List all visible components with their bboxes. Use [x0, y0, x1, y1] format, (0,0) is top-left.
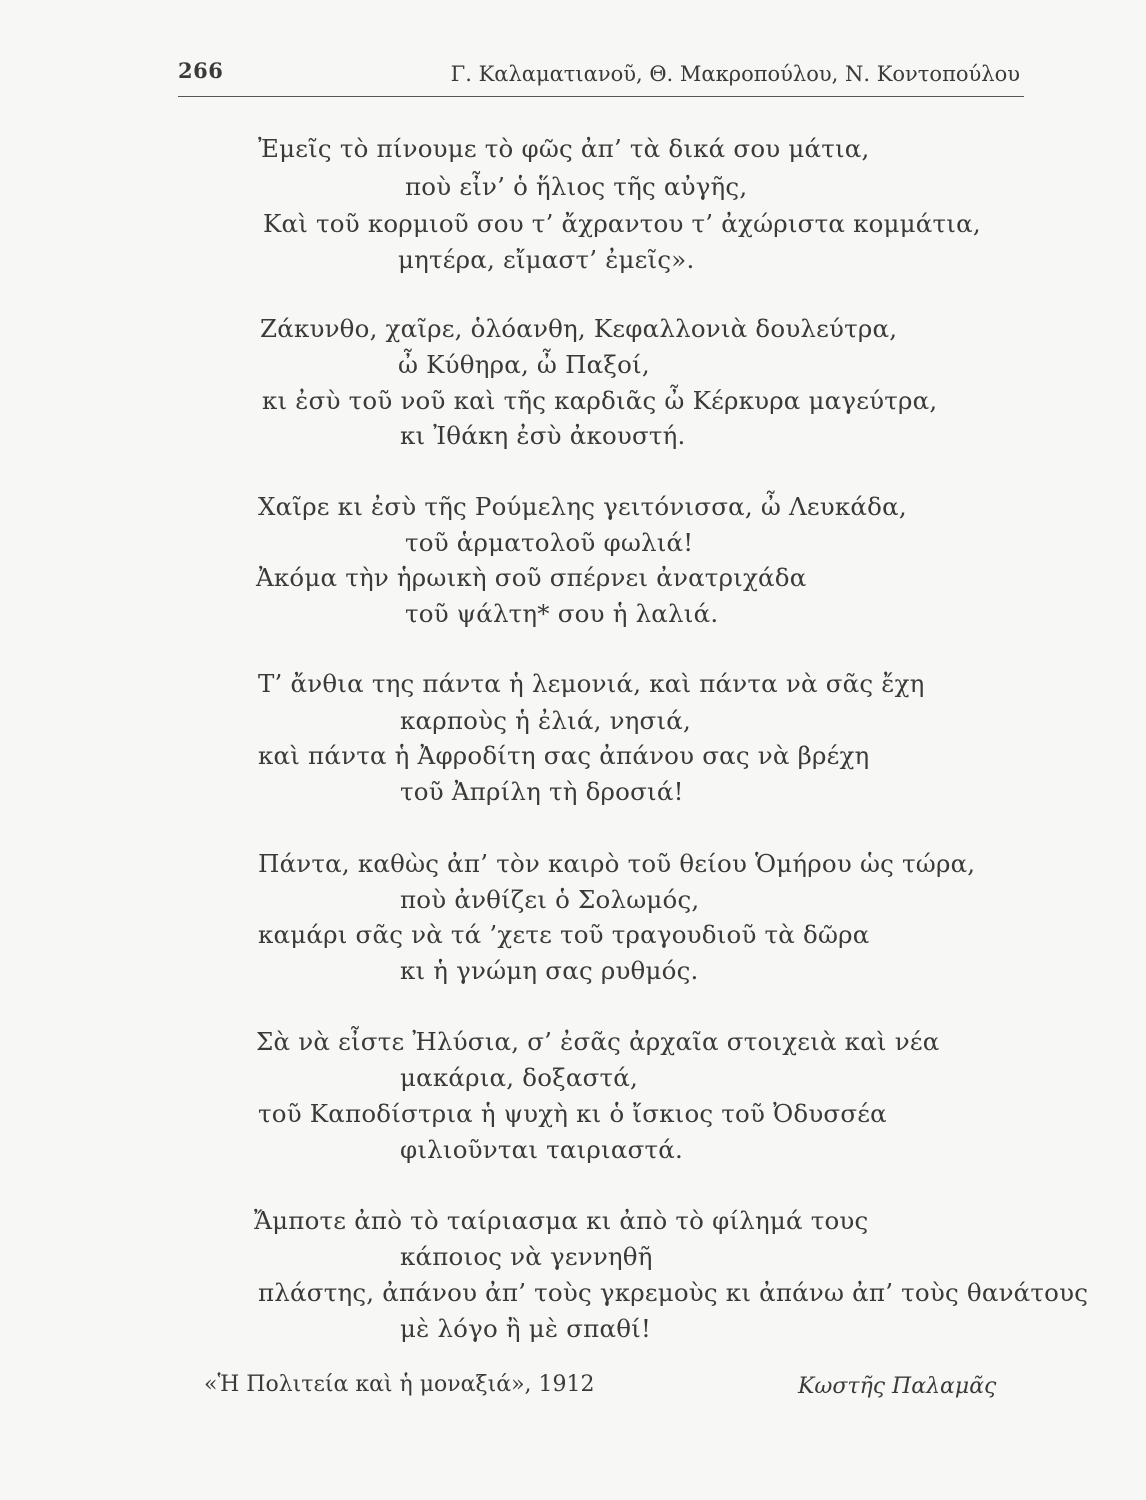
poem-line: Χαῖρε κι ἐσὺ τῆς Ρούμελης γειτόνισσα, ὦ Λευκάδα, — [258, 492, 907, 521]
poem-line: ὦ Κύθηρα, ὦ Παξοί, — [398, 350, 650, 379]
poem-author: Κωστῆς Παλαμᾶς — [798, 1374, 997, 1399]
poem-line: μακάρια, δοξαστά, — [400, 1063, 639, 1092]
poem-line: κι ἡ γνώμη σας ρυθμός. — [400, 956, 699, 985]
poem-line: κάποιος νὰ γεννηθῆ — [400, 1242, 653, 1271]
poem-line: τοῦ Ἀπρίλη τὴ δροσιά! — [400, 777, 684, 806]
poem-line: Σὰ νὰ εἶστε Ἠλύσια, σ’ ἐσᾶς ἀρχαῖα στοιχειὰ καὶ νέα — [256, 1027, 940, 1056]
poem-line: μητέρα, εἴμαστ’ ἐμεῖς». — [398, 245, 695, 274]
poem-source: «Ἡ Πολιτεία καὶ ἡ μοναξιά», 1912 — [204, 1372, 595, 1397]
poem-line: Τ’ ἄνθια της πάντα ἡ λεμονιά, καὶ πάντα νὰ σᾶς ἔχη — [258, 669, 925, 698]
running-head: Γ. Καλαματιανοῦ, Θ. Μακροπούλου, Ν. Κοντοπούλου — [450, 62, 1020, 86]
poem-line: ποὺ ἀνθίζει ὁ Σολωμός, — [400, 885, 700, 914]
poem-line: κι ἐσὺ τοῦ νοῦ καὶ τῆς καρδιᾶς ὦ Κέρκυρα μαγεύτρα, — [262, 386, 938, 415]
poem-line: μὲ λόγο ἢ μὲ σπαθί! — [400, 1314, 652, 1343]
poem-line: Καὶ τοῦ κορμιοῦ σου τ’ ἄχραντου τ’ ἀχώριστα κομμάτια, — [263, 209, 981, 238]
poem-line: τοῦ ἁρματολοῦ φωλιά! — [405, 528, 694, 557]
poem-line: καμάρι σᾶς νὰ τά ’χετε τοῦ τραγουδιοῦ τὰ δῶρα — [258, 920, 870, 949]
poem-line: κι Ἰθάκη ἐσὺ ἀκουστή. — [400, 421, 686, 450]
poem-line: Ἀκόμα τὴν ἡρωικὴ σοῦ σπέρνει ἀνατριχάδα — [256, 563, 807, 592]
poem-line: καὶ πάντα ἡ Ἀφροδίτη σας ἀπάνου σας νὰ βρέχη — [258, 741, 870, 770]
poem-line: πλάστης, ἀπάνου ἀπ’ τοὺς γκρεμοὺς κι ἀπάνω ἀπ’ τοὺς θανάτους — [258, 1278, 1089, 1307]
poem-line: καρποὺς ἡ ἐλιά, νησιά, — [400, 706, 692, 735]
poem-line: τοῦ ψάλτη* σου ἡ λαλιά. — [405, 599, 719, 628]
page-number: 266 — [178, 58, 224, 83]
poem-line: ποὺ εἶν’ ὁ ἥλιος τῆς αὐγῆς, — [405, 172, 748, 201]
poem-line: φιλιοῦνται ταιριαστά. — [400, 1135, 683, 1164]
poem-line: Πάντα, καθὼς ἀπ’ τὸν καιρὸ τοῦ θείου Ὁμήρου ὡς τώρα, — [258, 849, 976, 878]
poem-line: Ἄμποτε ἀπὸ τὸ ταίριασμα κι ἀπὸ τὸ φίλημά τους — [254, 1206, 869, 1235]
poem-line: Ἐμεῖς τὸ πίνουμε τὸ φῶς ἀπ’ τὰ δικά σου μάτια, — [258, 134, 870, 163]
poem-line: Ζάκυνθο, χαῖρε, ὁλόανθη, Κεφαλλονιὰ δουλεύτρα, — [260, 314, 898, 343]
header-rule — [178, 96, 1024, 97]
page-header — [178, 56, 1020, 96]
poem-line: τοῦ Καποδίστρια ἡ ψυχὴ κι ὁ ἴσκιος τοῦ Ὀδυσσέα — [258, 1099, 887, 1128]
